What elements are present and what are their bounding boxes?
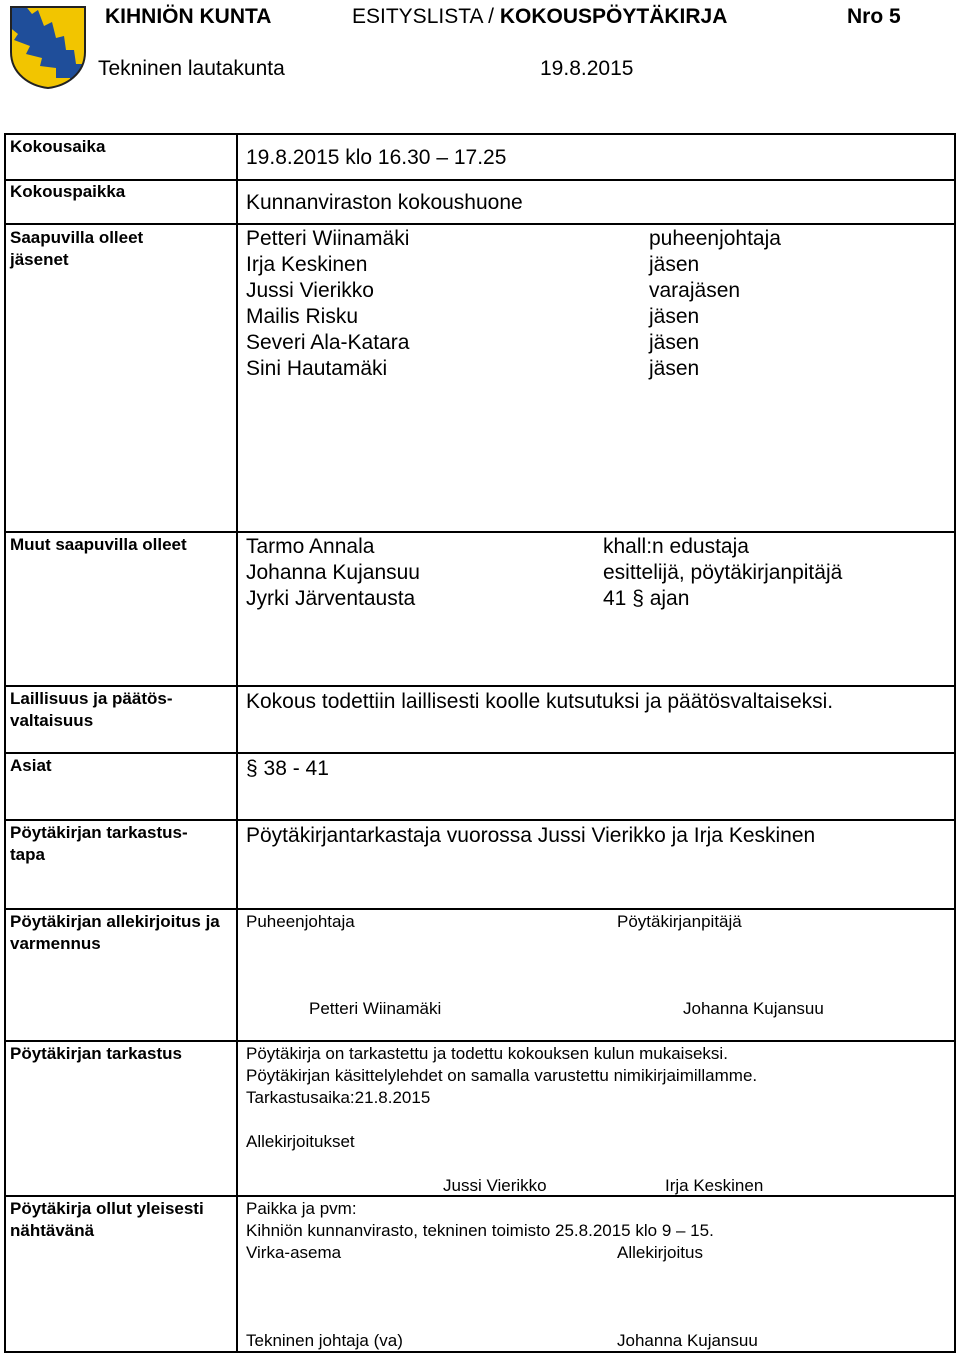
row-divider <box>4 223 956 225</box>
signature-label: Allekirjoitus <box>617 1243 703 1262</box>
public-place: Kihniön kunnanvirasto, tekninen toimisto 25.8.2015 klo 9 – 15. <box>246 1221 714 1240</box>
official-name: Johanna Kujansuu <box>617 1331 758 1350</box>
check-line: Pöytäkirja on tarkastettu ja todettu kokouksen kulun mukaiseksi. <box>246 1044 728 1063</box>
member-role: jäsen <box>649 331 700 354</box>
board-name: Tekninen lautakunta <box>98 57 285 80</box>
row-divider <box>4 819 956 821</box>
others-names <box>246 534 420 612</box>
table-column-divider <box>236 133 238 1351</box>
document-type-prefix: ESITYSLISTA / <box>352 5 500 28</box>
signatures-label: Allekirjoitukset <box>246 1132 355 1151</box>
other-name: Jyrki Järventausta <box>246 587 416 610</box>
row-divider <box>4 752 956 754</box>
row-divider <box>4 685 956 687</box>
member-name: Mailis Risku <box>246 305 359 328</box>
header-date: 19.8.2015 <box>540 57 634 80</box>
official-title: Tekninen johtaja (va) <box>246 1331 403 1350</box>
legality-label-line: valtaisuus <box>10 711 94 730</box>
secretary-title: Pöytäkirjanpitäjä <box>617 912 742 931</box>
place-date-label: Paikka ja pvm: <box>246 1199 357 1218</box>
member-role: jäsen <box>649 253 700 276</box>
other-role: 41 § ajan <box>603 587 690 610</box>
meeting-place-label: Kokouspaikka <box>10 182 126 201</box>
coat-of-arms-logo <box>8 4 88 90</box>
row-divider <box>4 1040 956 1042</box>
checker-1-name: Jussi Vierikko <box>443 1176 547 1195</box>
member-role: jäsen <box>649 357 700 380</box>
legality-value: Kokous todettiin laillisesti koolle kutsutuksi ja päätösvaltaiseksi. <box>246 690 834 713</box>
position-label: Virka-asema <box>246 1243 342 1262</box>
document-type-bold: KOKOUSPÖYTÄKIRJA <box>499 5 728 28</box>
check-text <box>246 1043 757 1109</box>
secretary-name: Johanna Kujansuu <box>683 999 824 1018</box>
legality-label <box>10 688 173 732</box>
meeting-place-value: Kunnanviraston kokoushuone <box>246 191 523 214</box>
row-divider <box>4 908 956 910</box>
items-value: § 38 - 41 <box>246 757 329 780</box>
chair-name: Petteri Wiinamäki <box>309 999 442 1018</box>
member-name: Sini Hautamäki <box>246 357 388 380</box>
row-divider <box>4 179 956 181</box>
member-role: varajäsen <box>649 279 741 302</box>
review-method-value: Pöytäkirjantarkastaja vuorossa Jussi Vierikko ja Irja Keskinen <box>246 824 816 847</box>
member-name: Jussi Vierikko <box>246 279 374 302</box>
check-label: Pöytäkirjan tarkastus <box>10 1044 182 1063</box>
table-top-border <box>4 133 956 135</box>
members-names <box>246 226 409 382</box>
others-label: Muut saapuvilla olleet <box>10 535 187 554</box>
signing-label: Pöytäkirjan allekirjoitus ja varmennus <box>10 912 220 953</box>
table-right-border <box>954 133 956 1351</box>
other-role: esittelijä, pöytäkirjanpitäjä <box>603 561 843 584</box>
other-name: Johanna Kujansuu <box>246 561 420 584</box>
document-type <box>352 5 727 29</box>
member-role: jäsen <box>649 305 700 328</box>
review-method-label-line: Pöytäkirjan tarkastus- <box>10 823 188 842</box>
public-display-label: Pöytäkirja ollut yleisesti nähtävänä <box>10 1199 204 1240</box>
table-left-border <box>4 133 6 1351</box>
meeting-time-label: Kokousaika <box>10 137 106 156</box>
review-method-label <box>10 822 188 866</box>
check-line: Tarkastusaika:21.8.2015 <box>246 1088 431 1107</box>
member-name: Irja Keskinen <box>246 253 368 276</box>
check-line: Pöytäkirjan käsittelylehdet on samalla varustettu nimikirjaimillamme. <box>246 1066 758 1085</box>
members-label: Saapuvilla olleet jäsenet <box>10 228 144 269</box>
other-role: khall:n edustaja <box>603 535 749 558</box>
legality-label-line: Laillisuus ja päätös- <box>10 689 173 708</box>
meeting-time-value: 19.8.2015 klo 16.30 – 17.25 <box>246 146 507 169</box>
members-roles <box>649 226 781 382</box>
member-role: puheenjohtaja <box>649 227 781 250</box>
chair-title: Puheenjohtaja <box>246 912 355 931</box>
member-name: Petteri Wiinamäki <box>246 227 410 250</box>
row-divider <box>4 531 956 533</box>
checker-2-name: Irja Keskinen <box>665 1176 764 1195</box>
review-method-label-line: tapa <box>10 845 45 864</box>
other-name: Tarmo Annala <box>246 535 375 558</box>
municipality-name: KIHNIÖN KUNTA <box>105 5 272 28</box>
table-bottom-border <box>4 1351 956 1353</box>
document-number: Nro 5 <box>847 5 901 28</box>
others-roles <box>603 534 842 612</box>
member-name: Severi Ala-Katara <box>246 331 410 354</box>
items-label: Asiat <box>10 756 52 775</box>
